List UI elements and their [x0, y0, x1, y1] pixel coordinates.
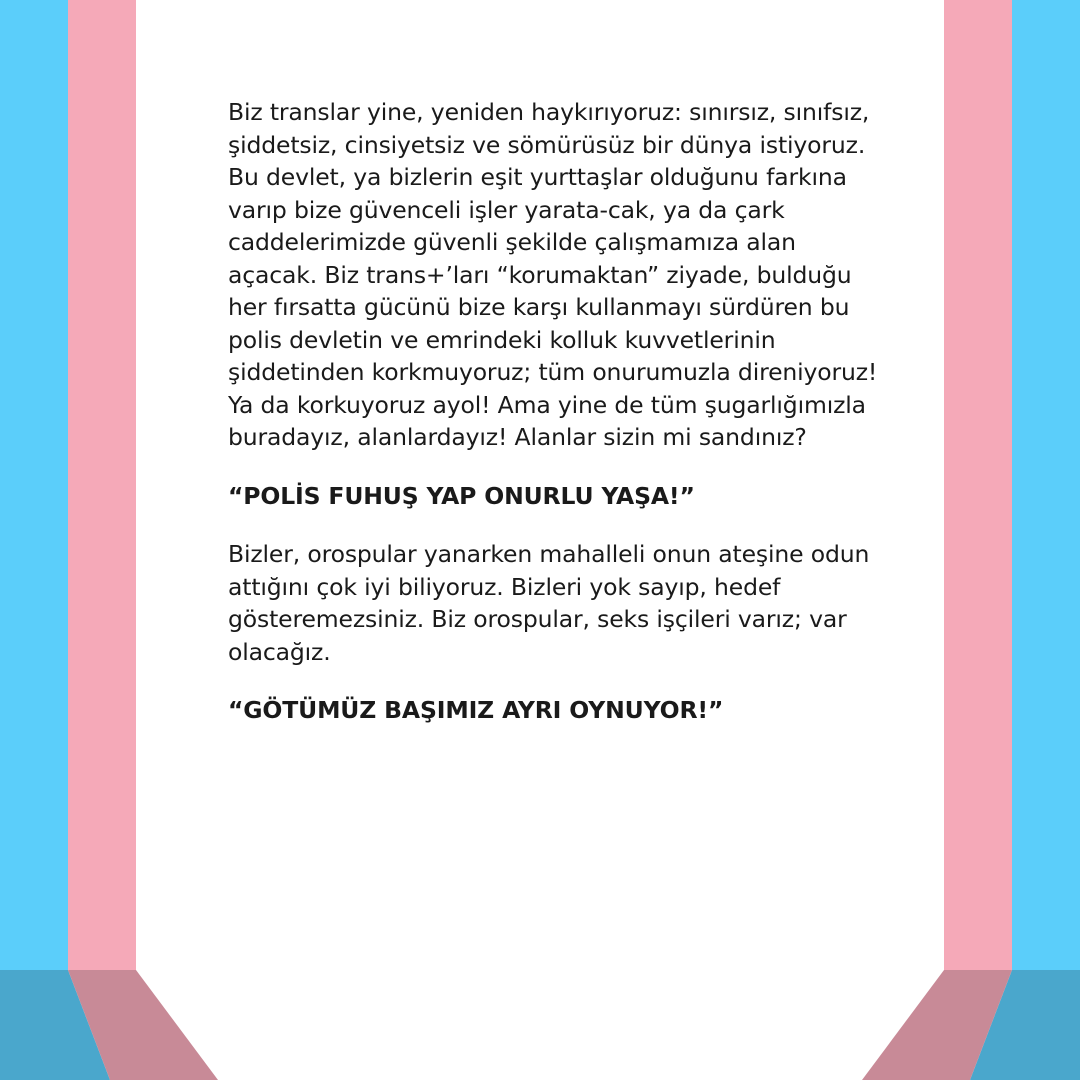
right-pink-stripe	[944, 0, 1012, 970]
body-paragraph: Biz translar yine, yeniden haykırıyoruz: sınırsız, sınıfsız, şiddetsiz, cinsiyetsiz ve sömürüsüz bir dünya istiyoruz. Bu devlet, ya bizlerin eşit yurttaşlar olduğunu farkına varıp bize güvenceli işler yarata-cak, ya da çark caddelerimizde güvenli şekilde çalışmamıza alan açacak. Biz trans+’ları “korumaktan” ziyade, bulduğu her fırsatta gücünü bize karşı kullanmayı sürdüren bu polis devletin ve emrindeki kolluk kuvvetlerinin şiddetinden korkmuyoruz; tüm onurumuzla direniyoruz! Ya da korkuyoruz ayol! Ama yine de tüm şugarlığımızla buradayız, alanlardayız! Alanlar sizin mi sandınız?	[228, 98, 878, 451]
left-pink-stripe	[68, 0, 136, 970]
slogan-heading: “GÖTÜMÜZ BAŞIMIZ AYRI OYNUYOR!”	[228, 696, 724, 724]
right-blue-stripe	[1012, 0, 1080, 970]
article	[228, 96, 878, 727]
body-paragraph: Bizler, orospular yanarken mahalleli onun ateşine odun attığını çok iyi biliyoruz. Bizleri yok sayıp, hedef gösteremezsiniz. Biz orospular, seks işçileri varız; var olacağız.	[228, 540, 870, 666]
slogan-heading: “POLİS FUHUŞ YAP ONURLU YAŞA!”	[228, 481, 695, 510]
left-blue-stripe	[0, 0, 68, 970]
